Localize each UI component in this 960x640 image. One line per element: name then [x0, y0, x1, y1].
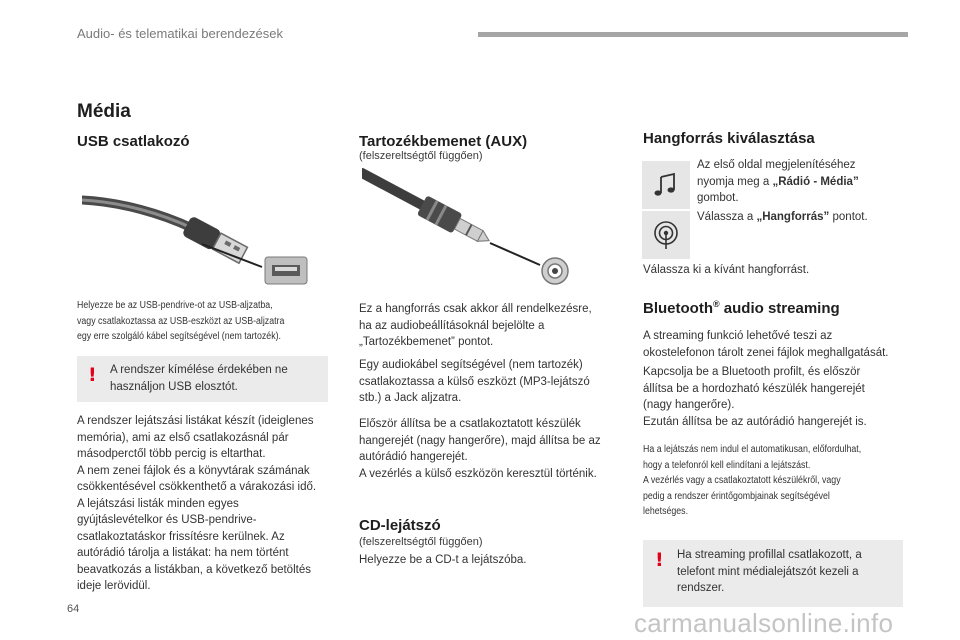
cd-subheading: (felszereltségtől függően) — [359, 536, 483, 548]
aux-paragraph-1: Ez a hangforrás csak akkor áll rendelkezésre, ha az audiobeállításoknál bejelölte a „Tartozékbemenet” pontot. — [359, 303, 592, 348]
bluetooth-warning-text: Ha streaming profillal csatlakozott, a telefont mint médialejátszót kezeli a rendszer. — [677, 549, 862, 594]
bluetooth-note: Ha a lejátszás nem indul el automatikusan, előfordulhat, hogy a telefonról kell elindítani a lejátszást. A vezérlés vagy a csatlakoztatott készülékről, vagy pedig a rendszer érintőgombjainak segítségével lehetséges. — [643, 444, 862, 517]
usb-body: A rendszer lejátszási listákat készít (ideiglenes memória), ami az első csatlakozásnál pár másodperctől több percig is eltarthat. A nem zenei fájlok és a könyvtárak számának csökkentésével csökkenthető a várakozási idő. A lejátszási listák minden egyes gyújtáslevételkor és USB-pendrive- csatlakoztatáskor frissítésre kerülnek. Az autórádió tárolja a listákat: ha nem történt beavatkozás a listákban, a következő betöltés ideje lerövidül. — [77, 415, 317, 592]
usb-warning-text: A rendszer kímélése érdekében ne használjon USB elosztót. — [110, 364, 288, 393]
warning-exclamation-icon: ! — [88, 364, 97, 386]
header-title: Audio- és telematikai berendezések — [77, 26, 283, 41]
bluetooth-heading: Bluetooth® audio streaming — [643, 299, 840, 317]
usb-heading: USB csatlakozó — [77, 133, 190, 150]
warning-exclamation-icon: ! — [655, 549, 664, 571]
source-step-2: Válassza a „Hangforrás” pontot. — [697, 211, 868, 223]
header-bar — [478, 32, 908, 37]
aux-jack-illustration — [362, 165, 577, 287]
aux-subheading: (felszereltségtől függően) — [359, 150, 483, 162]
aux-heading: Tartozékbemenet (AUX) — [359, 133, 528, 150]
page-title: Média — [77, 101, 131, 122]
music-note-icon-box — [642, 161, 690, 209]
bluetooth-paragraph-2: Kapcsolja be a Bluetooth profilt, és először állítsa be a hordozható készülék hangerejét (nagy hangerőre). Ezután állítsa be az autórádió hangerejét is. — [643, 366, 867, 428]
broadcast-icon — [651, 220, 681, 250]
page-number: 64 — [67, 603, 80, 615]
watermark: carmanualsonline.info — [634, 608, 894, 638]
broadcast-icon-box — [642, 211, 690, 259]
source-heading: Hangforrás kiválasztása — [643, 130, 815, 147]
cd-body: Helyezze be a CD-t a lejátszóba. — [359, 554, 527, 566]
music-note-icon — [652, 171, 680, 199]
source-step-1: Az első oldal megjelenítéséhez nyomja meg a „Rádió - Média” gombot. — [697, 159, 859, 204]
usb-cable-illustration — [82, 162, 312, 288]
aux-paragraph-3: Először állítsa be a csatlakoztatott készülék hangerejét (nagy hangerőre), majd állítsa be az autórádió hangerejét. A vezérlés a külső eszközön keresztül történik. — [359, 418, 601, 480]
usb-caption: Helyezze be az USB-pendrive-ot az USB-aljzatba, vagy csatlakoztassa az USB-eszközt az USB-aljzatra egy erre szolgáló kábel segítségével (nem tartozék). — [77, 300, 285, 342]
aux-paragraph-2: Egy audiokábel segítségével (nem tartozék) csatlakoztassa a külső eszközt (MP3-lejátszó stb.) a Jack aljzatra. — [359, 359, 590, 404]
bluetooth-paragraph-1: A streaming funkció lehetővé teszi az okostelefonon tárolt zenei fájlok meghallgatását. — [643, 330, 889, 359]
source-footer: Válassza ki a kívánt hangforrást. — [643, 264, 810, 276]
cd-heading: CD-lejátszó — [359, 517, 441, 534]
